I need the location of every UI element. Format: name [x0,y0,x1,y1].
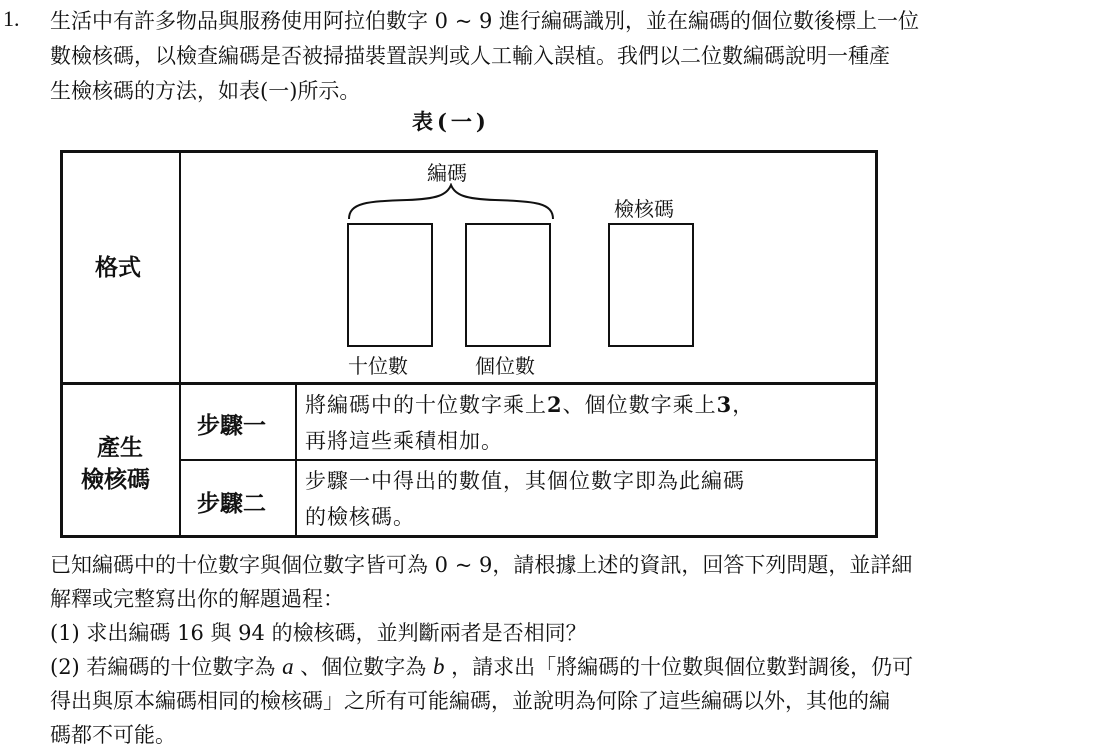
tens-digit-box [347,223,433,347]
step2-line-1: 步驟一中得出的數值，其個位數字即為此編碼 [305,469,745,493]
question-paragraph [50,548,1112,752]
question-line-2: 解釋或完整寫出你的解題過程： [50,587,344,611]
intro-line-2: 數檢核碼，以檢查編碼是否被掃描裝置誤判或人工輸入誤植。我們以二位數編碼說明一種產 [50,44,890,68]
check-code-box [608,223,694,347]
format-label: 格式 [95,254,141,281]
table-divider-row [63,382,875,385]
step1-text [305,387,873,459]
check-code-table [60,150,878,538]
brace-icon [347,183,557,223]
intro-line-3: 生檢核碼的方法，如表(一)所示。 [50,79,361,103]
step2-label: 步驟二 [197,490,266,517]
generate-label-line-1: 產生 [97,434,143,461]
intro-paragraph [50,4,1112,109]
question-number: 1. [3,6,20,31]
check-code-label: 檢核碼 [614,197,674,221]
subquestion-2-line-2: 得出與原本編碼相同的檢核碼」之所有可能編碼，並說明為何除了這些編碼以外，其他的編 [50,689,890,713]
question-line-1: 已知編碼中的十位數字與個位數字皆可為 0 ~ 9，請根據上述的資訊，回答下列問題，並詳細 [50,553,913,577]
subquestion-1: (1) 求出編碼 16 與 94 的檢核碼，並判斷兩者是否相同？ [50,621,587,645]
table-caption: 表(一) [412,109,490,134]
generate-label-line-2: 檢核碼 [81,466,150,493]
step1-line-1: 將編碼中的十位數字乘上2、個位數字乘上3， [305,392,755,417]
table-divider-left-column [179,153,181,535]
code-label: 編碼 [427,161,467,185]
units-digit-box [465,223,551,347]
step2-text [305,463,873,535]
subquestion-2-line-1: (2) 若編碼的十位數字為 a 、個位數字為 b ，請求出「將編碼的十位數與個位數對調後，仍可 [50,654,914,679]
variable-b: b [432,654,445,679]
intro-line-1: 生活中有許多物品與服務使用阿拉伯數字 0 ~ 9 進行編碼識別，並在編碼的個位數後標上一位 [50,9,920,33]
table-divider-step-row [181,459,875,461]
subquestion-2-line-3: 碼都不可能。 [50,723,176,747]
tens-digit-label: 十位數 [348,354,408,378]
step1-line-2: 再將這些乘積相加。 [305,429,503,453]
step1-label: 步驟一 [197,412,266,439]
units-digit-label: 個位數 [475,354,535,378]
variable-a: a [282,654,294,679]
step2-line-2: 的檢核碼。 [305,505,415,529]
